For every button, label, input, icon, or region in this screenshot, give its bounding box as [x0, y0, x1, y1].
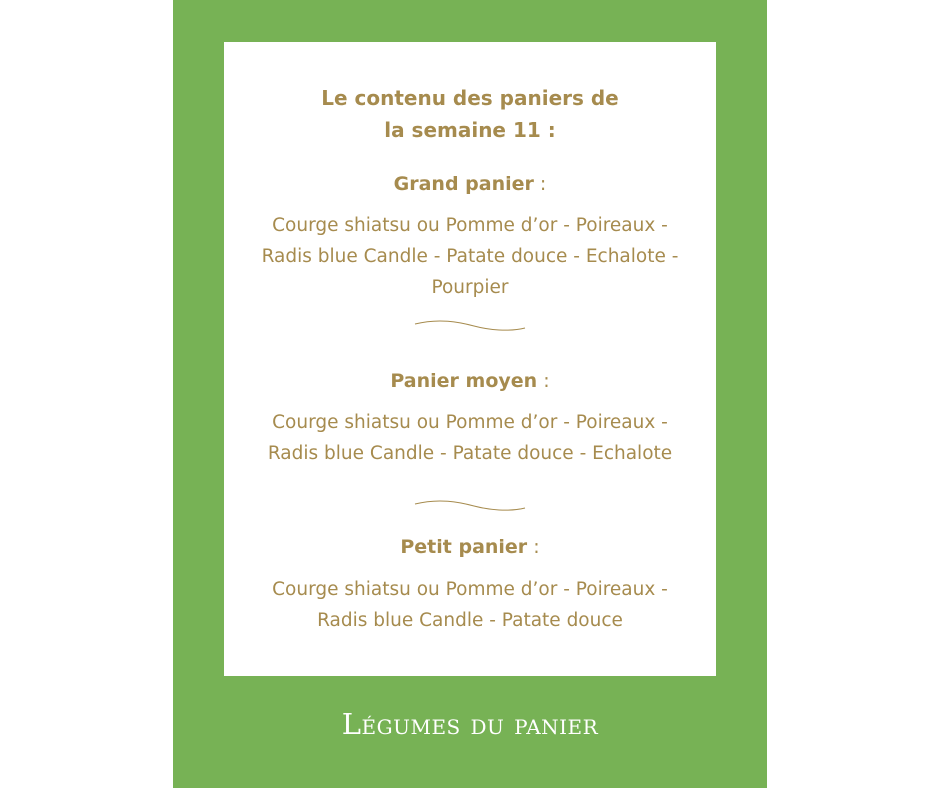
title-line-1: Le contenu des paniers de	[321, 86, 619, 110]
basket-line: Courge shiatsu ou Pomme d’or - Poireaux -	[272, 215, 668, 236]
wave-divider-icon	[414, 499, 526, 513]
footer-label: Légumes du panier	[341, 707, 599, 741]
content-card	[224, 42, 716, 676]
basket-heading-petit	[224, 536, 716, 558]
basket-line: Radis blue Candle - Patate douce - Echalote	[267, 443, 673, 464]
wave-divider-icon	[414, 319, 526, 333]
basket-name: Grand panier	[393, 173, 534, 195]
basket-name: Panier moyen	[390, 370, 538, 392]
basket-line: Pourpier	[431, 277, 509, 298]
basket-content-moyen	[234, 407, 706, 469]
basket-suffix: :	[527, 536, 540, 558]
basket-content-petit	[234, 574, 706, 636]
title-line-2: la semaine 11 :	[384, 118, 556, 142]
page-title	[224, 82, 716, 146]
basket-suffix: :	[537, 370, 550, 392]
poster-background	[173, 0, 767, 788]
basket-content-grand	[234, 210, 706, 303]
basket-line: Radis blue Candle - Patate douce	[317, 610, 623, 631]
basket-suffix: :	[533, 173, 547, 195]
basket-heading-grand	[224, 173, 716, 195]
basket-name: Petit panier	[400, 536, 528, 558]
basket-line: Courge shiatsu ou Pomme d’or - Poireaux -	[272, 579, 668, 600]
basket-heading-moyen	[224, 370, 716, 392]
basket-line: Radis blue Candle - Patate douce - Echalote -	[261, 246, 679, 267]
basket-line: Courge shiatsu ou Pomme d’or - Poireaux -	[272, 412, 668, 433]
